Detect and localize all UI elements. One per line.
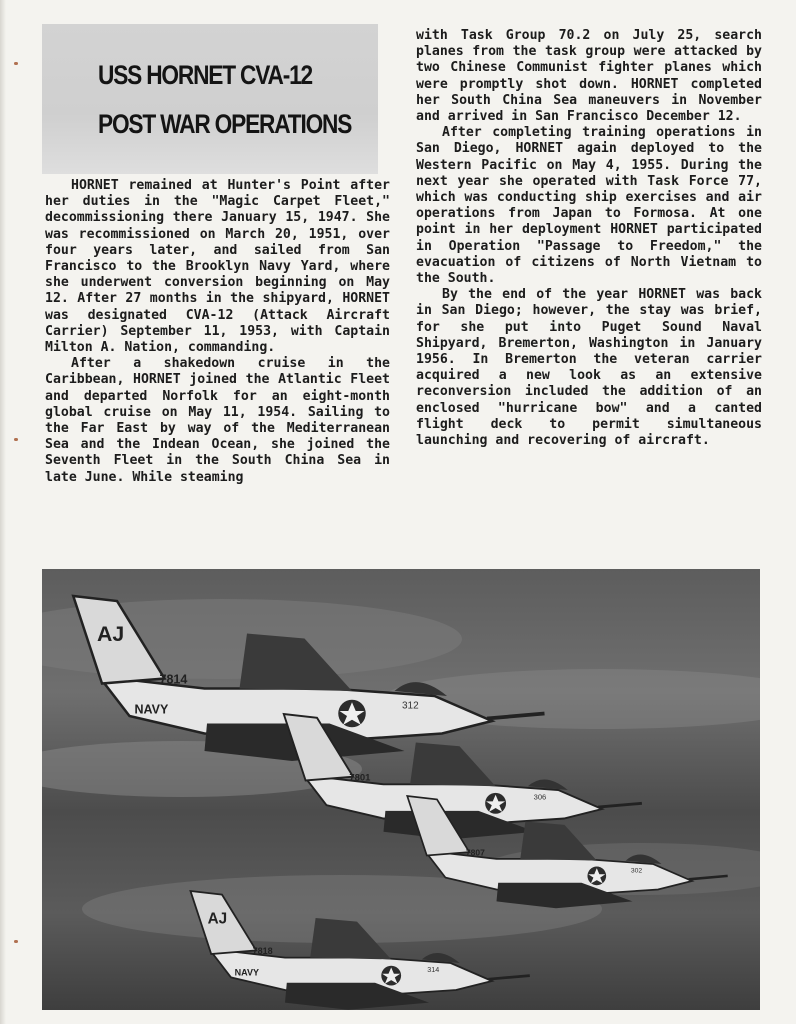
paragraph: with Task Group 70.2 on July 25, search planes from the task group were attacked by two Chinese Communist fighter planes which were promptly shot down. HORNET completed her South China Sea maneuvers in November and arrived in San Francisco December 12. xyxy=(416,28,762,125)
paragraph: After completing training operations in San Diego, HORNET again deployed to the Western Pacific on May 4, 1955. During the next year she operated with Task Force 77, which was conducting ship exercises and air operations from Japan to Formosa. At one point in her deployment HORNET participated in Operation "Passage to Freedom," the evacuation of citizens of North Vietnam to the South. xyxy=(416,125,762,287)
left-column xyxy=(45,178,390,486)
aircraft-bureau-number: 7807 xyxy=(465,847,485,858)
aircraft-bureau-number: 7801 xyxy=(349,772,371,784)
article-subtitle: POST WAR OPERATIONS xyxy=(98,109,352,139)
paragraph: By the end of the year HORNET was back in San Diego; however, the stay was brief, for she put into Puget Sound Naval Shipyard, Bremerton, Washington in January 1956. In Bremerton the veteran carrier acquired a new look as an extensive reconversion included the addition of an enclosed "hurricane bow" and a canted flight deck to permit simultaneous launching and recovering of aircraft. xyxy=(416,287,762,449)
page-edge xyxy=(0,0,6,1024)
aircraft-formation-photo xyxy=(42,569,760,1010)
photo-svg xyxy=(42,569,760,1010)
aircraft-nose-number: 306 xyxy=(533,792,547,802)
paragraph: After a shakedown cruise in the Caribbean, HORNET joined the Atlantic Fleet and departed Norfolk for an eight-month global cruise on May 11, 1954. Sailing to the Far East by way of the Mediterranean Sea and the Indean Ocean, she joined the Seventh Fleet in the South China Sea in late June. While steaming xyxy=(45,356,390,485)
paragraph: HORNET remained at Hunter's Point after her duties in the "Magic Carpet Fleet," decommissioning there January 15, 1947. She was recommissioned on March 20, 1951, over four years later, and sailed from San Francisco to the Brooklyn Navy Yard, where she underwent conversion beginning on May 12. After 27 months in the shipyard, HORNET was designated CVA-12 (Attack Aircraft Carrier) September 11, 1953, with Captain Milton A. Nation, commanding. xyxy=(45,178,390,356)
article-title: USS HORNET CVA-12 xyxy=(98,60,312,90)
right-column xyxy=(416,28,762,449)
binder-hole-mark xyxy=(14,438,18,441)
binder-hole-mark xyxy=(14,62,18,65)
aircraft-nose-number: 312 xyxy=(402,700,419,712)
aircraft-service-label: NAVY xyxy=(234,967,259,978)
aircraft-bureau-number: 7814 xyxy=(159,672,188,687)
aircraft-tail-code: AJ xyxy=(207,910,228,928)
aircraft-nose-number: 302 xyxy=(630,867,643,875)
binder-hole-mark xyxy=(14,940,18,943)
aircraft-bureau-number: 7818 xyxy=(252,946,273,956)
title-panel xyxy=(42,24,378,174)
aircraft-tail-code: AJ xyxy=(97,622,125,646)
aircraft-service-label: NAVY xyxy=(134,702,169,717)
aircraft-nose-number: 314 xyxy=(427,965,440,974)
